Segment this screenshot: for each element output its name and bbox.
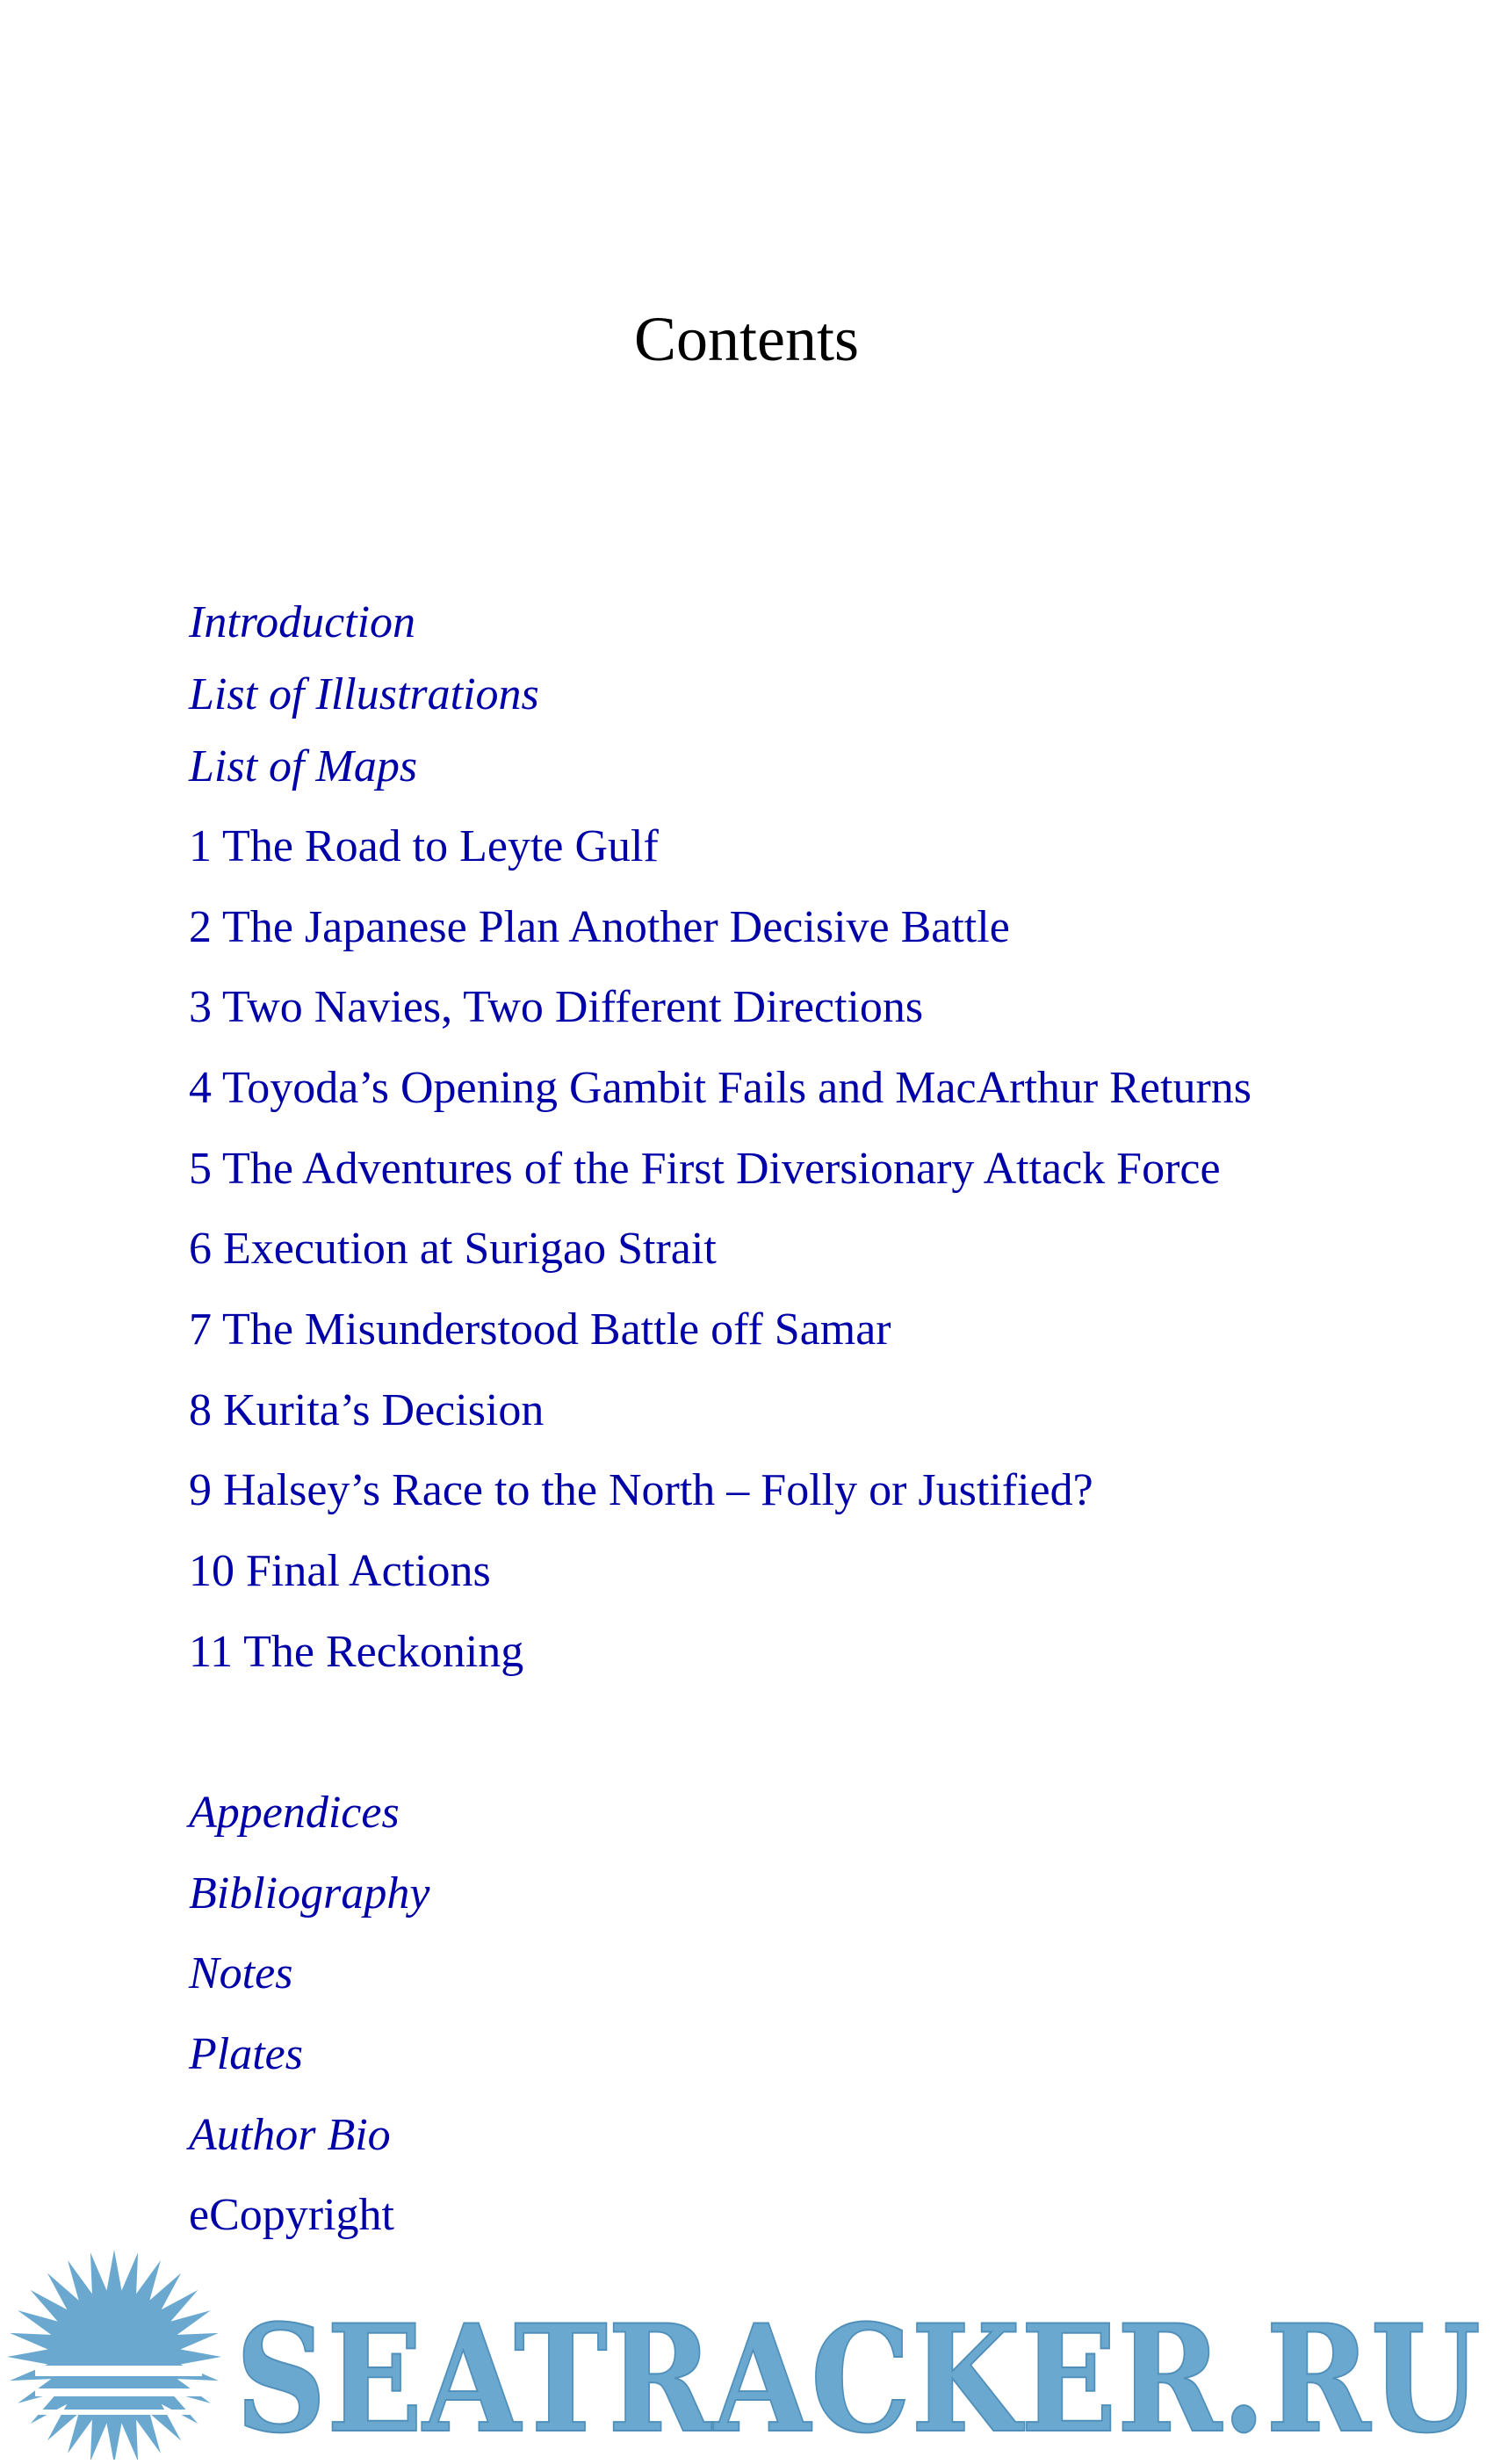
watermark: [0, 2236, 1493, 2460]
toc-link-bibliography[interactable]: Bibliography: [189, 1868, 430, 1918]
toc-link-chapter-1[interactable]: 1 The Road to Leyte Gulf: [189, 821, 659, 871]
toc-link-author-bio[interactable]: Author Bio: [189, 2110, 391, 2160]
sun-over-sea-icon: [7, 2250, 221, 2460]
toc-link-chapter-6[interactable]: 6 Execution at Surigao Strait: [189, 1224, 717, 1274]
toc-link-chapter-11[interactable]: 11 The Reckoning: [189, 1627, 524, 1677]
toc-link-chapter-9[interactable]: 9 Halsey’s Race to the North – Folly or Justified?: [189, 1465, 1093, 1515]
toc-link-chapter-7[interactable]: 7 The Misunderstood Battle off Samar: [189, 1304, 891, 1355]
toc-link-chapter-8[interactable]: 8 Kurita’s Decision: [189, 1385, 545, 1435]
toc-link-appendices[interactable]: Appendices: [189, 1788, 400, 1838]
toc-link-ecopyright[interactable]: eCopyright: [189, 2190, 394, 2240]
toc-link-chapter-10[interactable]: 10 Final Actions: [189, 1546, 491, 1596]
toc-link-list-of-maps[interactable]: List of Maps: [189, 741, 418, 791]
watermark-text: SEATRACKER.RU: [235, 2292, 1481, 2460]
toc-link-chapter-3[interactable]: 3 Two Navies, Two Different Directions: [189, 982, 924, 1032]
toc-link-plates[interactable]: Plates: [189, 2029, 303, 2079]
toc-link-chapter-2[interactable]: 2 The Japanese Plan Another Decisive Battle: [189, 902, 1010, 952]
toc-link-chapter-4[interactable]: 4 Toyoda’s Opening Gambit Fails and MacArthur Returns: [189, 1063, 1252, 1113]
toc-link-list-of-illustrations[interactable]: List of Illustrations: [189, 669, 539, 719]
toc-link-notes[interactable]: Notes: [189, 1948, 293, 1998]
toc-link-introduction[interactable]: Introduction: [189, 597, 416, 647]
watermark-graphic: [0, 2236, 1493, 2460]
toc-link-chapter-5[interactable]: 5 The Adventures of the First Diversionary Attack Force: [189, 1144, 1221, 1194]
page-title: Contents: [633, 304, 859, 374]
